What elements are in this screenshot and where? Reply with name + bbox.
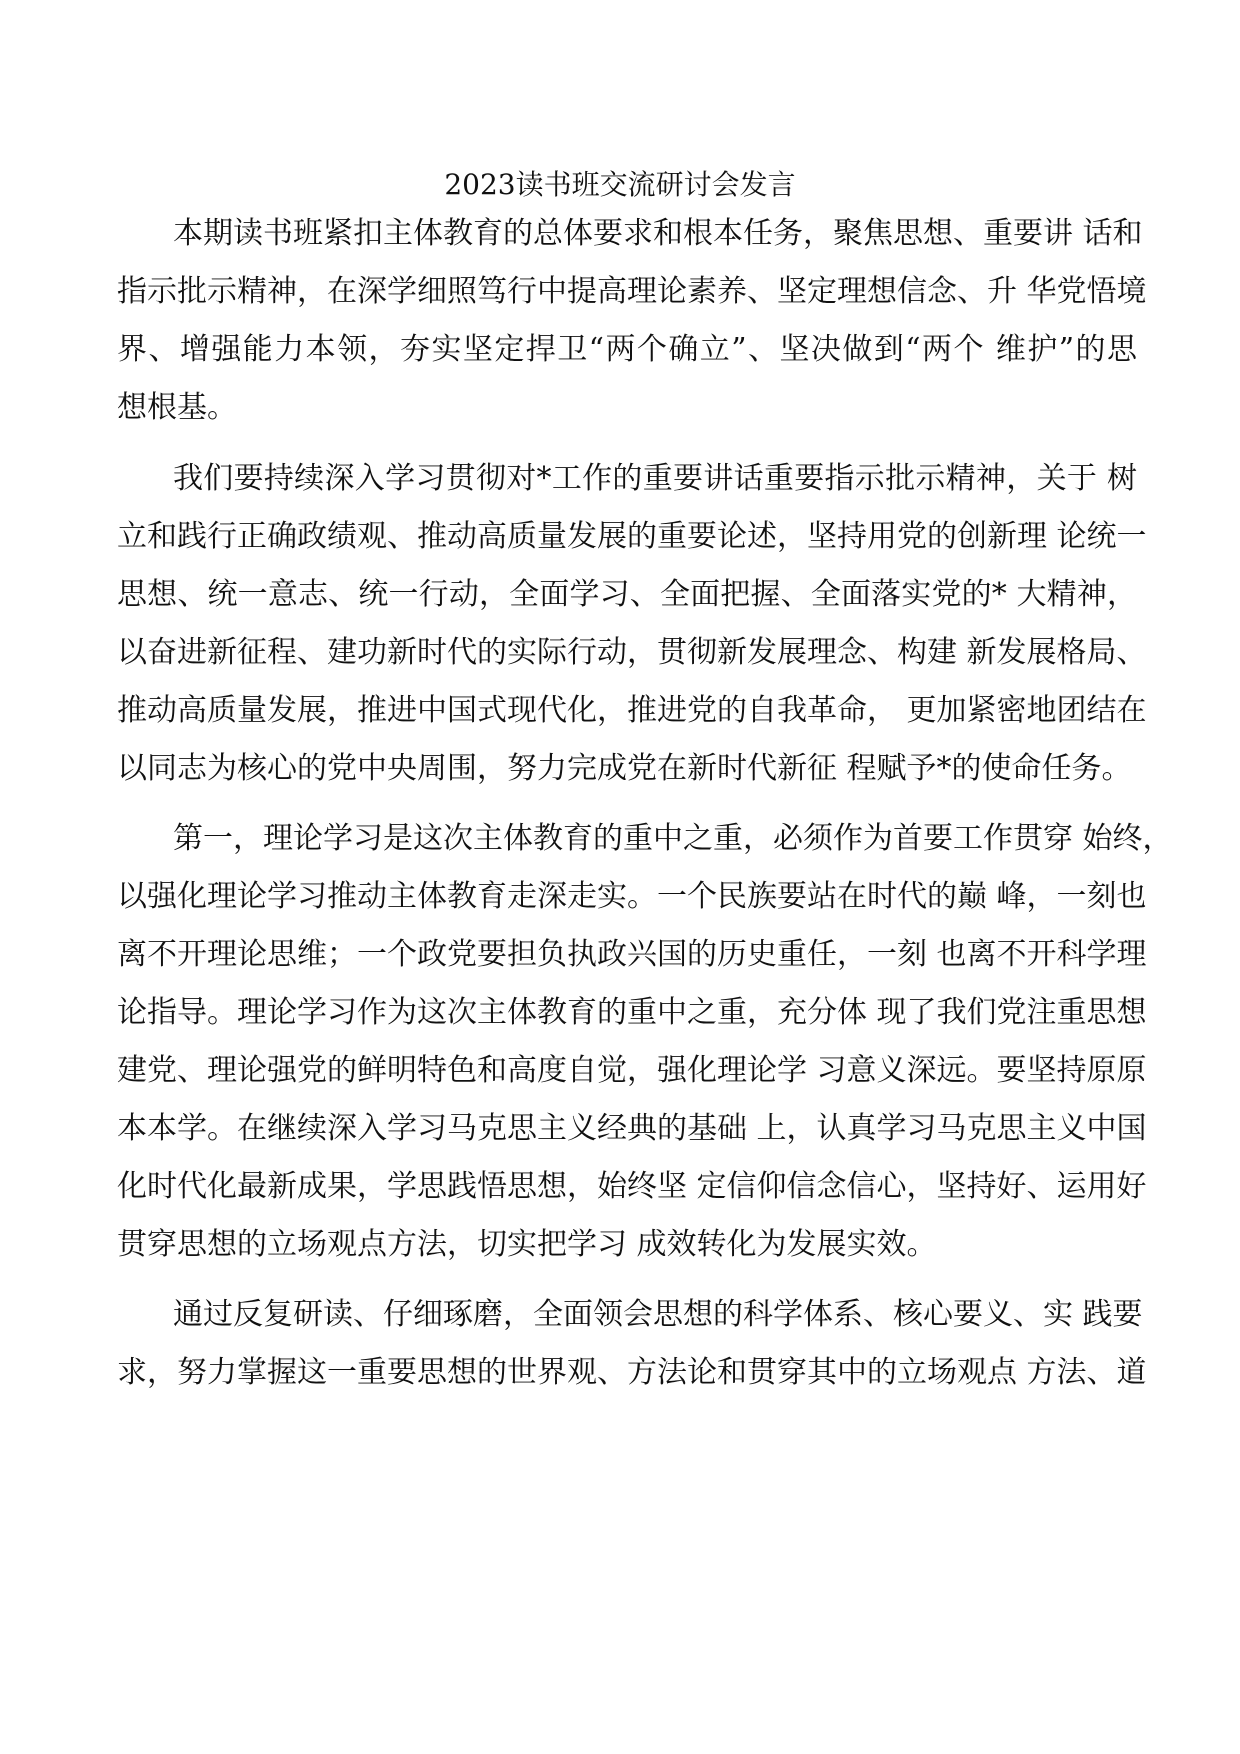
paragraph-4-line-2: 求，努力掌握这一重要思想的世界观、方法论和贯穿其中的立场观点 方法、道 <box>117 1355 1147 1390</box>
paragraph-2-line-6: 以同志为核心的党中央周围，努力完成党在新时代新征 程赋予*的使命任务。 <box>117 751 1132 786</box>
paragraph-3-line-1: 第一，理论学习是这次主体教育的重中之重，必须作为首要工作贯穿 始终， <box>173 821 1173 856</box>
paragraph-2-line-1: 我们要持续深入学习贯彻对*工作的重要讲话重要指示批示精神，关于 树 <box>173 461 1137 496</box>
paragraph-4-line-1: 通过反复研读、仔细琢磨，全面领会思想的科学体系、核心要义、实 践要 <box>173 1297 1143 1332</box>
paragraph-2-line-4: 以奋进新征程、建功新时代的实际行动，贯彻新发展理念、构建 新发展格局、 <box>117 635 1147 670</box>
paragraph-3-line-4: 论指导。理论学习作为这次主体教育的重中之重，充分体 现了我们党注重思想 <box>117 995 1147 1030</box>
paragraph-3-line-7: 化时代化最新成果，学思践悟思想，始终坚 定信仰信念信心，坚持好、运用好 <box>117 1169 1147 1204</box>
paragraph-3-line-5: 建党、理论强党的鲜明特色和高度自觉，强化理论学 习意义深远。要坚持原原 <box>117 1053 1147 1088</box>
document-title: 2023读书班交流研讨会发言 <box>444 168 796 201</box>
paragraph-3-line-6: 本本学。在继续深入学习马克思主义经典的基础 上，认真学习马克思主义中国 <box>117 1111 1147 1146</box>
paragraph-2-line-3: 思想、统一意志、统一行动，全面学习、全面把握、全面落实党的* 大精神， <box>117 577 1137 612</box>
paragraph-1-line-3: 界、增强能力本领，夯实坚定捍卫“两个确立”、坚决做到“两个 维护”的思 <box>117 332 1137 367</box>
paragraph-1-line-2: 指示批示精神，在深学细照笃行中提高理论素养、坚定理想信念、升 华党悟境 <box>117 274 1147 309</box>
paragraph-1-line-1: 本期读书班紧扣主体教育的总体要求和根本任务，聚焦思想、重要讲 话和 <box>173 216 1143 251</box>
paragraph-2-line-5: 推动高质量发展，推进中国式现代化，推进党的自我革命， 更加紧密地团结在 <box>117 693 1147 728</box>
paragraph-2-line-2: 立和践行正确政绩观、推动高质量发展的重要论述，坚持用党的创新理 论统一 <box>117 519 1147 554</box>
paragraph-3-line-3: 离不开理论思维；一个政党要担负执政兴国的历史重任，一刻 也离不开科学理 <box>117 937 1147 972</box>
paragraph-1-line-4: 想根基。 <box>117 390 237 425</box>
paragraph-3-line-2: 以强化理论学习推动主体教育走深走实。一个民族要站在时代的巅 峰，一刻也 <box>117 879 1147 914</box>
paragraph-3-line-8: 贯穿思想的立场观点方法，切实把学习 成效转化为发展实效。 <box>117 1227 937 1262</box>
